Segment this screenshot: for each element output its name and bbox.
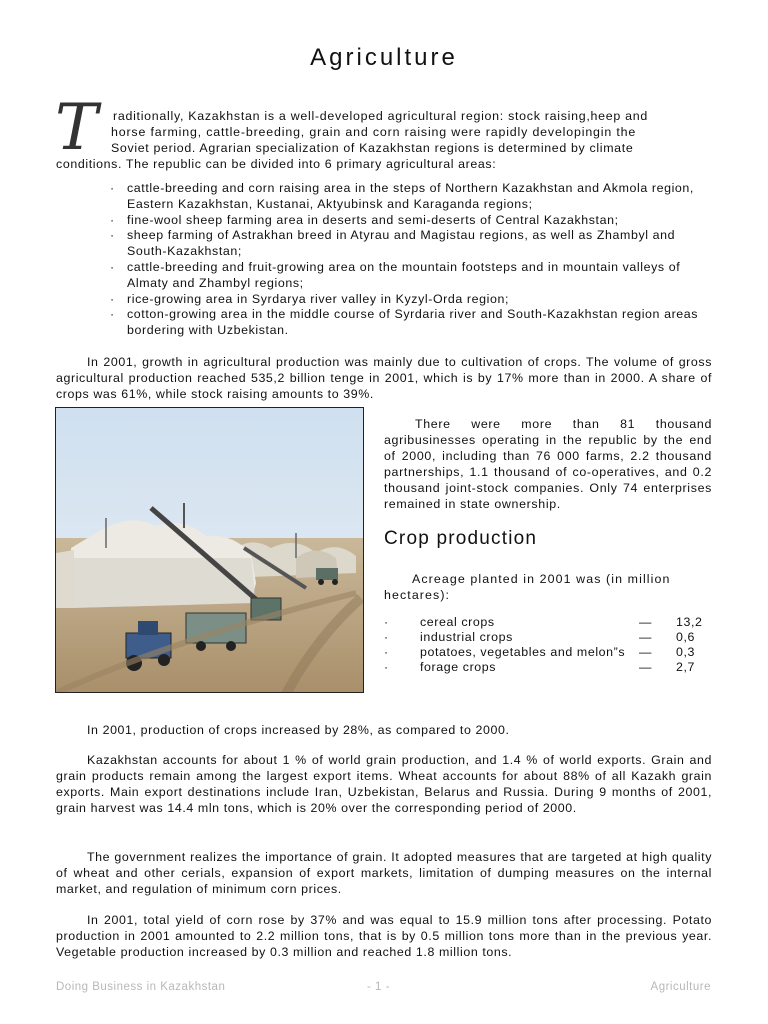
list-item: · sheep farming of Astrakhan breed in Atyrau and Magistau regions, as well as Zhambyl and South-Kazakhstan;: [110, 228, 710, 260]
intro-line-4: conditions. The republic can be divided into 6 primary agricultural areas:: [56, 157, 497, 171]
bullet: ·: [384, 645, 389, 659]
acreage-intro: Acreage planted in 2001 was (in million hectares):: [384, 572, 671, 602]
acreage-row: [384, 630, 714, 645]
crop-name: forage crops: [420, 660, 497, 674]
dash: —: [639, 645, 652, 659]
crop-name: industrial crops: [420, 630, 513, 644]
crop-value: 0,6: [676, 630, 696, 644]
dash: —: [639, 615, 652, 629]
acreage-row: [384, 645, 714, 660]
crop-name: potatoes, vegetables and melon”s: [420, 645, 626, 659]
crop-name: cereal crops: [420, 615, 495, 629]
paragraph-agribusinesses: There were more than 81 thousand agribusinesses operating in the republic by the end of 2000, including than 76 000 farms, 2.2 thousand partnerships, 1.1 thousand of co-operatives, and 0.2 thousand joint-stock companies. Only 74 enterprises remained in state ownership.: [384, 417, 712, 511]
paragraph-growth: In 2001, growth in agricultural production was mainly due to cultivation of crops. The volume of gross agricultural production reached 535,2 billion tenge in 2001, which is by 17% more than in 2000. A share of crops was 61%, while stock raising amounts to 39%.: [56, 355, 712, 401]
list-item: · rice-growing area in Syrdarya river valley in Kyzyl-Orda region;: [110, 292, 710, 308]
crop-value: 0,3: [676, 645, 696, 659]
acreage-row: [384, 615, 714, 630]
drop-cap: T: [55, 91, 98, 165]
footer-publication: Doing Business in Kazakhstan: [56, 981, 226, 993]
acreage-list: [384, 615, 714, 675]
page-title: Agriculture: [310, 44, 458, 71]
list-item: · cotton-growing area in the middle course of Syrdaria river and South-Kazakhstan region areas bordering with Uzbekistan.: [110, 307, 710, 339]
list-item: · fine-wool sheep farming area in deserts and semi-deserts of Central Kazakhstan;: [110, 213, 710, 229]
bullet: ·: [384, 660, 389, 674]
bullet: ·: [384, 615, 389, 629]
paragraph-grain: Kazakhstan accounts for about 1 % of world grain production, and 1.4 % of world exports. Grain and grain products remain among the largest export items. Wheat accounts for about 88% of all Kazakh grain exports. Main export destinations include Iran, Uzbekistan, Belarus and Russia. During 9 months of 2001, grain harvest was 14.4 mln tons, which is 20% over the corresponding period of 2000.: [56, 753, 712, 815]
intro-line-1: raditionally, Kazakhstan is a well-developed agricultural region: stock raising,heep and: [113, 109, 648, 123]
cotton-harvest-photo: [55, 407, 364, 693]
paragraph-government: The government realizes the importance of grain. It adopted measures that are targeted at high quality of wheat and other cerials, expansion of export markets, limitation of dumping measures on the internal market, and regulation of minimum corn prices.: [56, 850, 712, 896]
crop-value: 13,2: [676, 615, 703, 629]
crop-production-heading: Crop production: [384, 528, 538, 549]
dash: —: [639, 660, 652, 674]
acreage-row: [384, 660, 714, 675]
dash: —: [639, 630, 652, 644]
paragraph-yield: In 2001, total yield of corn rose by 37% and was equal to 15.9 million tons after processing. Potato production in 2001 amounted to 2.2 million tons, that is by 0.5 million tons more than in the previous year. Vegetable production increased by 0.3 million and reached 1.8 million tons.: [56, 913, 712, 959]
footer-section: Agriculture: [650, 981, 711, 993]
agricultural-areas-list: [110, 181, 710, 339]
list-item: · cattle-breeding and corn raising area in the steps of Northern Kazakhstan and Akmola region, Eastern Kazakhstan, Kustanai, Aktyubinsk and Karaganda regions;: [110, 181, 710, 213]
footer-page-number: - 1 -: [367, 981, 390, 993]
bullet: ·: [384, 630, 389, 644]
paragraph-crops-increase: In 2001, production of crops increased by 28%, as compared to 2000.: [87, 723, 510, 737]
intro-line-3: Soviet period. Agrarian specialization of Kazakhstan regions is determined by climate: [111, 141, 634, 155]
intro-line-2: horse farming, cattle-breeding, grain and corn raising were rapidly developingin the: [111, 125, 637, 139]
list-item: · cattle-breeding and fruit-growing area on the mountain footsteps and in mountain valleys of Almaty and Zhambyl regions;: [110, 260, 710, 292]
crop-value: 2,7: [676, 660, 696, 674]
